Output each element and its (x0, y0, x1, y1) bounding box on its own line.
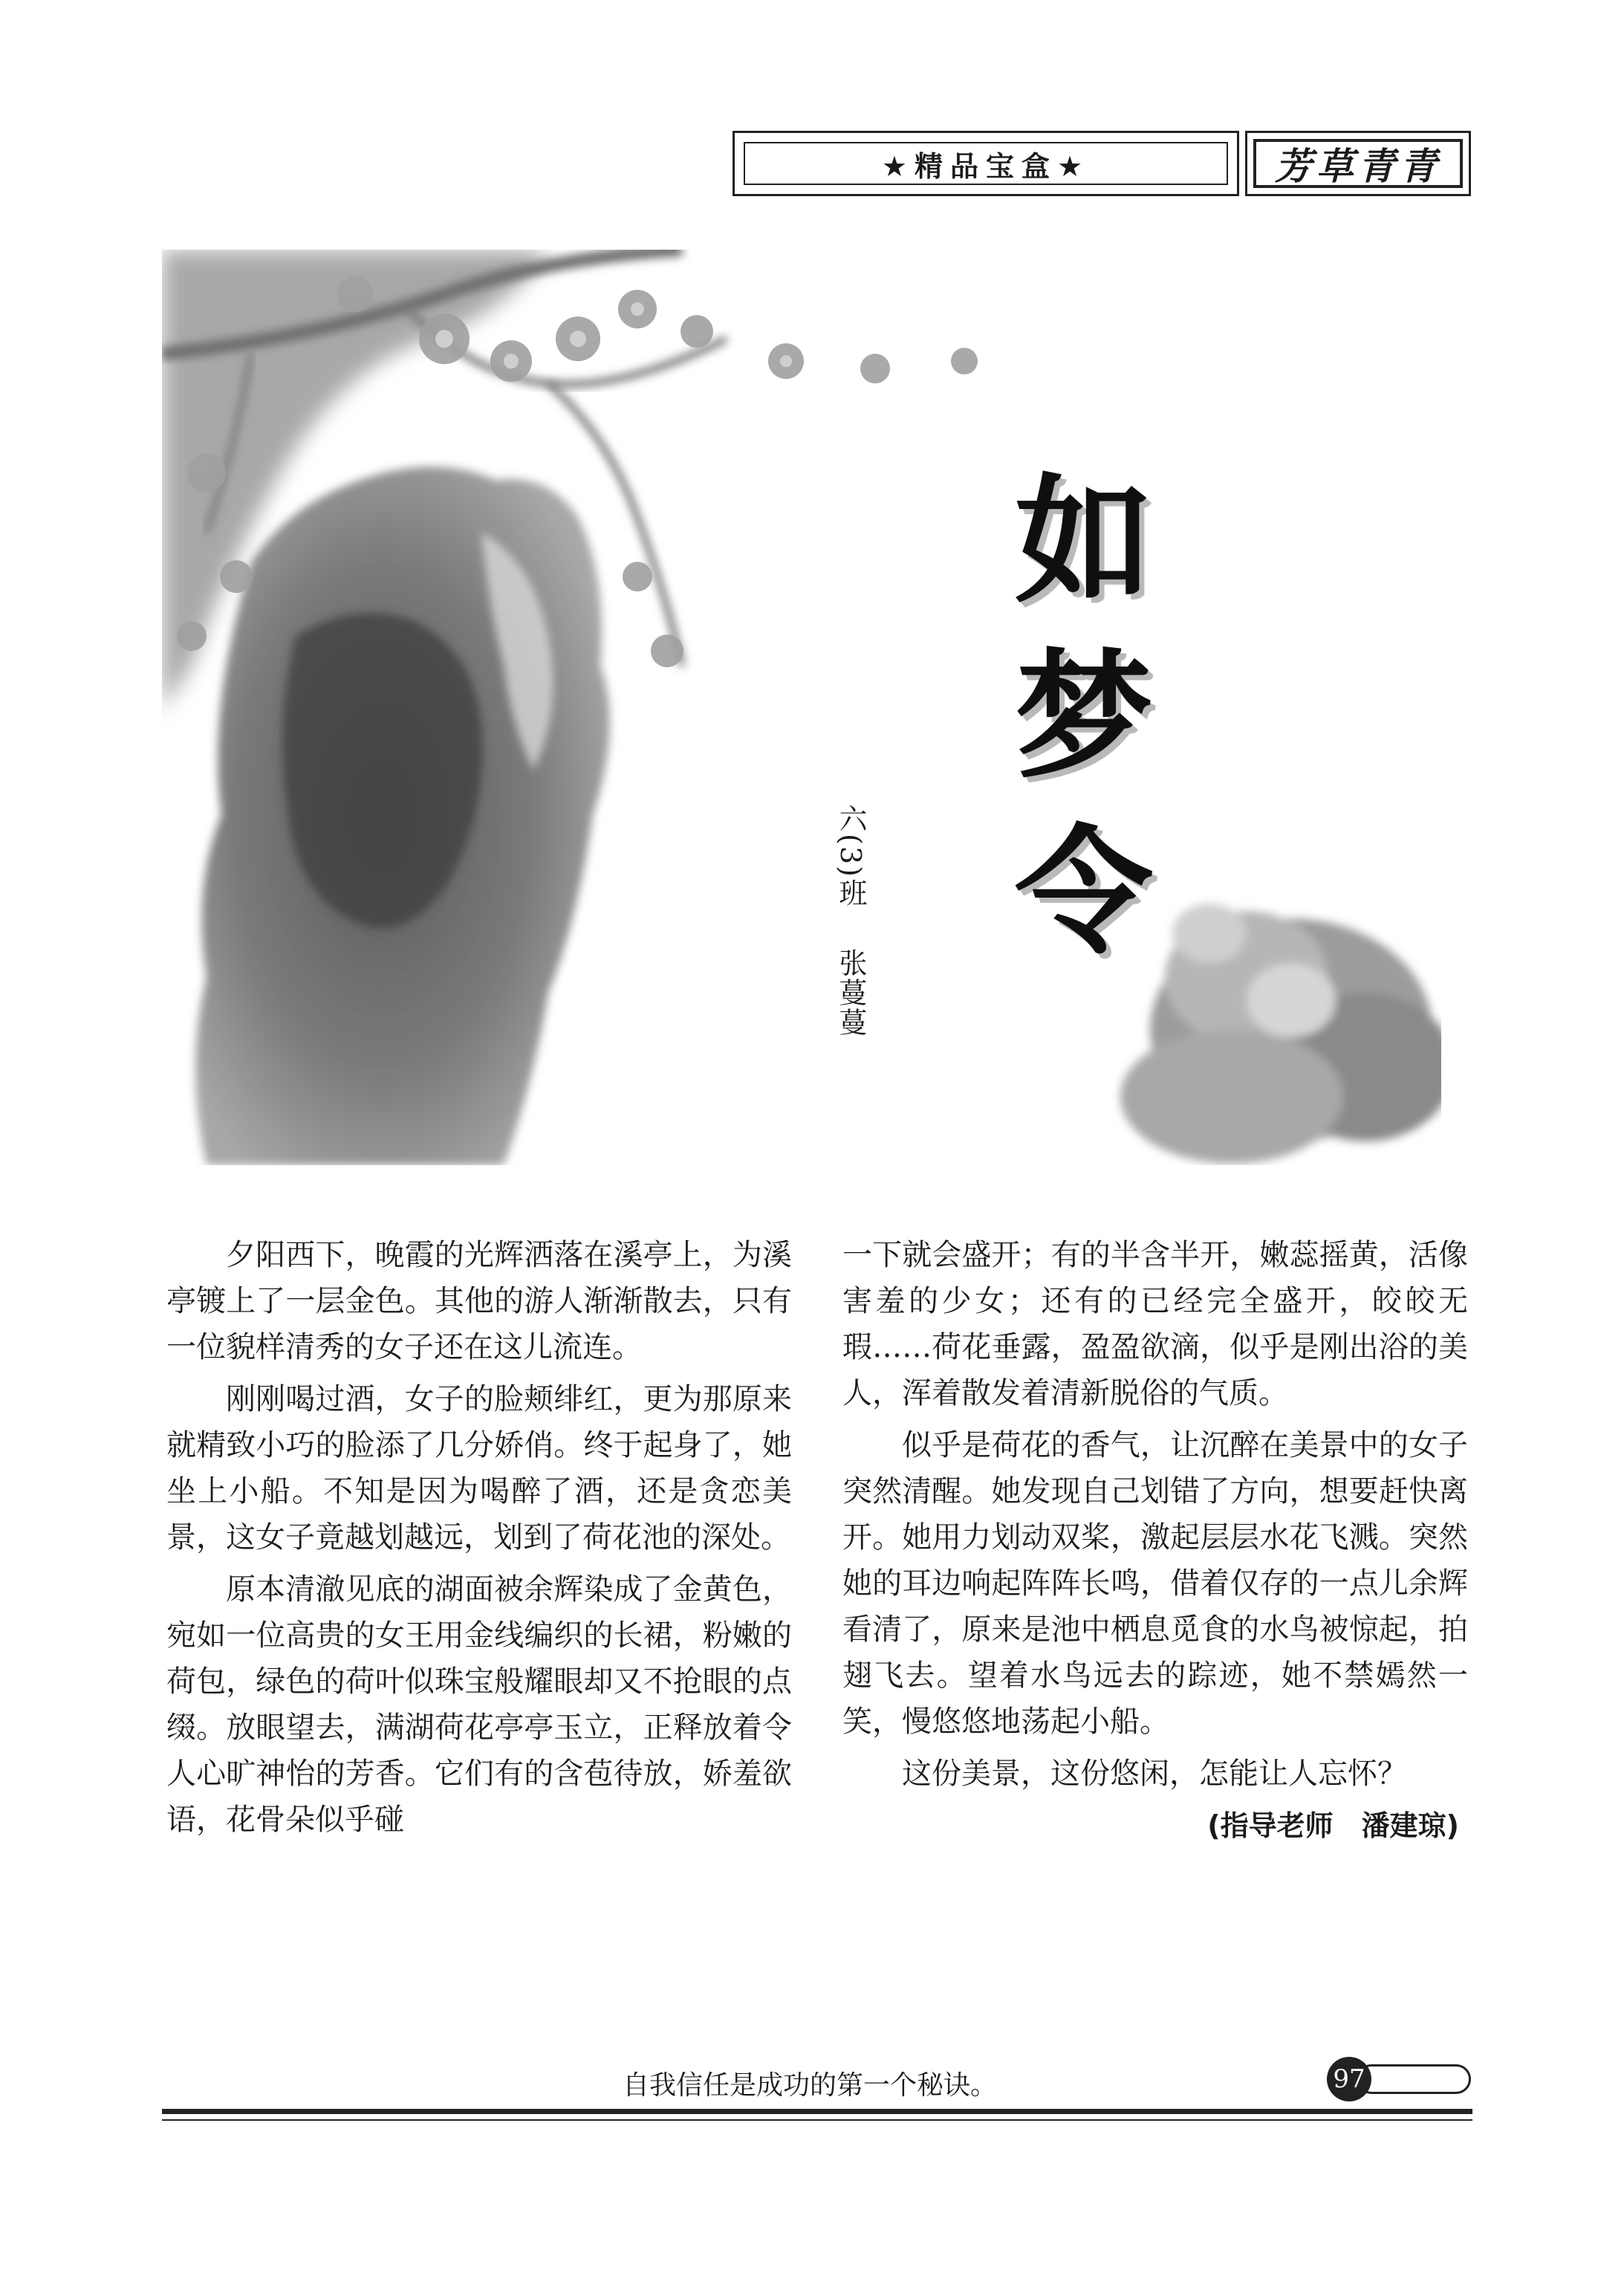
footer-rule-thick (162, 2109, 1472, 2114)
body-paragraph: 原本清澈见底的湖面被余辉染成了金黄色，宛如一位高贵的女王用金线编织的长裙，粉嫩的荷包，绿色的荷叶似珠宝般耀眼却又不抢眼的点缀。放眼望去，满湖荷花亭亭玉立，正释放着令人心旷神怡的芳香。它们有的含苞待放，娇羞欲语，花骨朵似乎碰 (166, 1572, 792, 1837)
body-paragraph: 夕阳西下，晚霞的光辉洒落在溪亭上，为溪亭镀上了一层金色。其他的游人渐渐散去，只有一位貌样清秀的女子还在这儿流连。 (166, 1238, 792, 1364)
article-title (998, 453, 1169, 979)
body-paragraph: 刚刚喝过酒，女子的脸颊绯红，更为那原来就精致小巧的脸添了几分娇俏。终于起身了，她坐上小船。不知是因为喝醉了酒，还是贪恋美景，这女子竟越划越远，划到了荷花池的深处。 (166, 1382, 792, 1555)
page-number: 97 (1327, 2057, 1371, 2101)
column-label: ★精品宝盒★ (744, 142, 1228, 185)
body-paragraph: 这份美景，这份悠闲，怎能让人忘怀？ (902, 1757, 1407, 1791)
page-pill (1357, 2064, 1471, 2094)
title-char: 令 (1014, 810, 1153, 973)
footer-quote: 自我信任是成功的第一个秘诀。 (622, 2070, 997, 2101)
column-label-box (733, 131, 1239, 196)
body-paragraph: 似乎是荷花的香气，让沉醉在美景中的女子突然清醒。她发现自己划错了方向，想要赶快离开。她用力划动双桨，激起层层水花飞溅。突然她的耳边响起阵阵长鸣，借着仅存的一点儿余辉看清了，原来是池中栖息觅食的水鸟被惊起，拍翅飞去。望着水鸟远去的踪迹，她不禁嫣然一笑，慢悠悠地荡起小船。 (842, 1428, 1468, 1739)
footer-rule-thin (162, 2119, 1472, 2121)
author-byline (832, 804, 869, 1037)
plum-blossom-rock-painting (162, 250, 1441, 1165)
page-number-badge (1327, 2057, 1472, 2098)
ink-wash-illustration (162, 250, 1441, 1165)
body-column-right (842, 1232, 1468, 1849)
body-column-left (166, 1232, 792, 1849)
teacher-note: (指导老师 潘建琼) (1207, 1809, 1459, 1842)
title-char: 梦 (1014, 635, 1153, 797)
section-tag: 芳草青青 (1253, 139, 1463, 188)
title-char: 如 (1014, 459, 1153, 622)
body-paragraph-continued: 一下就会盛开；有的半含半开，嫩蕊摇黄，活像害羞的少女；还有的已经完全盛开，皎皎无瑕……荷花垂露，盈盈欲滴，似乎是刚出浴的美人，浑着散发着清新脱俗的气质。 (842, 1238, 1468, 1410)
author-name: 张蔓蔓 (834, 947, 867, 1037)
section-tag-box (1245, 131, 1471, 196)
author-class: 六(3)班 (834, 804, 867, 908)
